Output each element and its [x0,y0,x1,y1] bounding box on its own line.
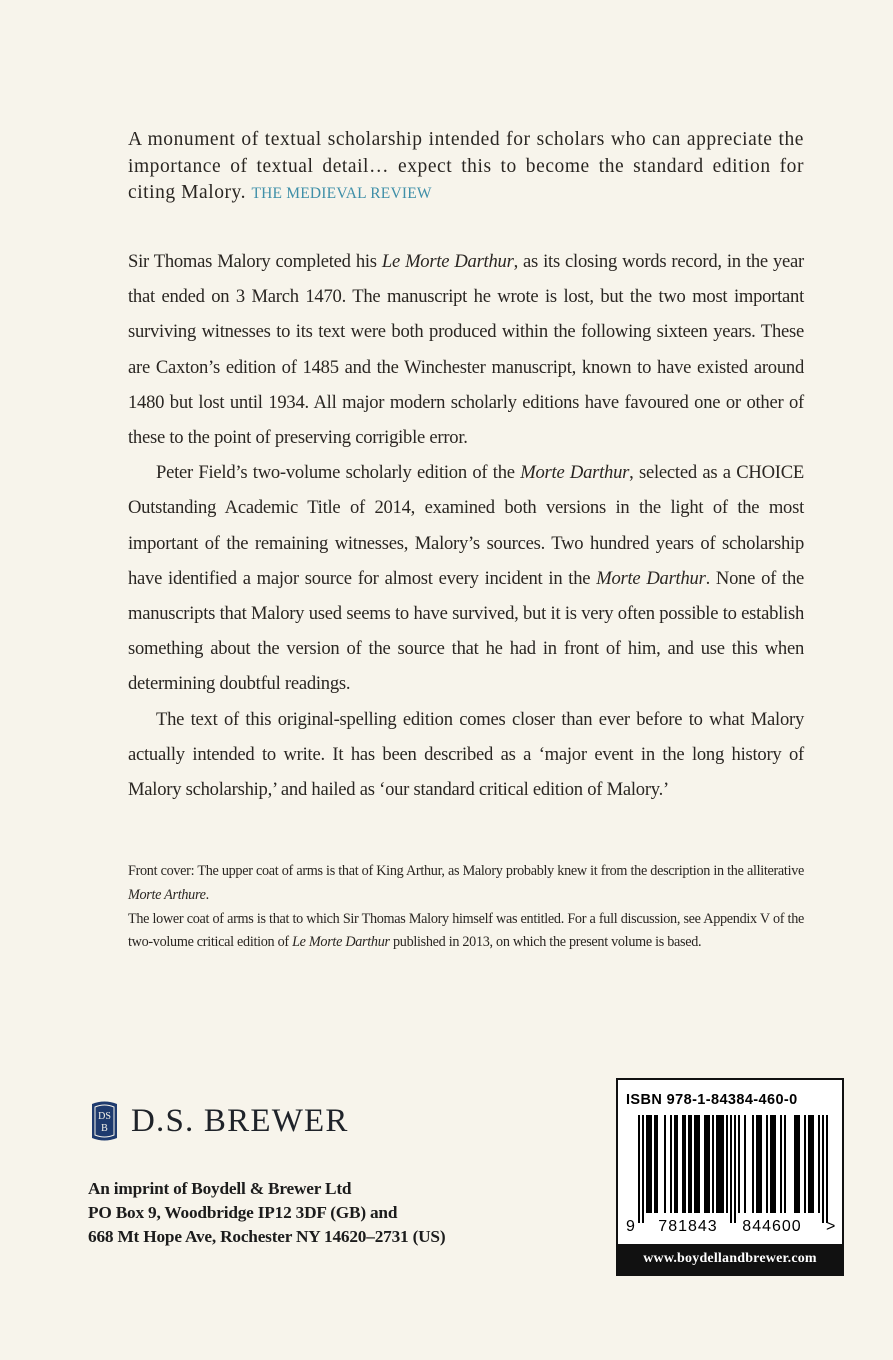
barcode-digit-first: 9 [626,1218,635,1233]
barcode-bar [720,1115,722,1213]
barcode-bar [756,1115,758,1213]
note-text: The lower coat of arms is that to which Sir Thomas Malory himself was entitled. For a full discussion, see Appendix V of the two-volume critical edition of [128,910,804,951]
barcode-bar [770,1115,772,1213]
barcode-bar [738,1115,740,1213]
barcode-bar [752,1115,754,1213]
barcode-bar [708,1115,710,1213]
barcode-bar [822,1115,824,1223]
barcode-bar [694,1115,696,1213]
barcode-digits-right: 844600 [742,1218,802,1233]
barcode-bar [676,1115,678,1213]
barcode-bar [688,1115,690,1213]
barcode-digits-left: 781843 [658,1218,718,1233]
barcode [626,1115,838,1233]
publisher-website[interactable]: www.boydellandbrewer.com [618,1244,842,1274]
barcode-bar [696,1115,698,1213]
barcode-bar [682,1115,684,1213]
barcode-bar [758,1115,760,1213]
barcode-bar [798,1115,800,1213]
barcode-bar [774,1115,776,1213]
barcode-quiet-zone-marker: > [826,1218,836,1233]
description-paragraph-1 [128,244,804,455]
barcode-bar [646,1115,648,1213]
book-description [128,244,804,807]
barcode-bar [654,1115,656,1213]
svg-text:B: B [101,1123,108,1134]
barcode-bar [726,1115,728,1213]
barcode-bar [712,1115,714,1213]
publisher-brand [88,1100,349,1142]
note-text: Front cover: The upper coat of arms is that of King Arthur, as Malory probably knew it from the description in the alliterative [128,863,804,879]
note-text: published in 2013, on which the present volume is based. [389,934,702,951]
isbn-label: ISBN 978-1-84384-460-0 [626,1092,798,1108]
book-title-italic: Morte Darthur [520,462,630,484]
barcode-bar [780,1115,782,1213]
note-italic: Le Morte Darthur [292,934,390,951]
description-text: Peter Field’s two-volume scholarly edition of the [156,462,521,484]
book-title-italic: Morte Darthur [596,567,706,589]
cover-note-2 [128,908,804,956]
description-paragraph-2 [128,455,804,701]
barcode-bar [638,1115,640,1223]
barcode-bar [684,1115,686,1213]
svg-text:DS: DS [98,1111,111,1122]
address-line: 668 Mt Hope Ave, Rochester NY 14620–2731 (US) [88,1226,446,1246]
cover-notes [128,860,804,955]
review-quote [128,127,804,208]
quote-source: THE MEDIEVAL REVIEW [251,185,432,202]
barcode-bar [670,1115,672,1213]
barcode-bar [794,1115,796,1213]
barcode-bar [674,1115,676,1213]
barcode-bar [804,1115,806,1213]
book-title-italic: Le Morte Darthur [381,251,514,272]
description-text: , selected as a CHOICE Outstanding Academic Title of 2014, examined both versions in the light of the most important of the remaining witnesses, Malory’s sources. Two hundred years of scholarship have identified a major source for almost every incident in the [128,462,804,589]
note-text: . [205,886,209,903]
barcode-bar [718,1115,720,1213]
isbn-barcode-box [616,1078,844,1276]
barcode-bar [766,1115,768,1213]
description-text: . None of the manuscripts that Malory used seems to have survived, but it is very often possible to establish something about the version of the source that he had in front of him, and use this when determining doubtful readings. [128,567,805,695]
barcode-bar [706,1115,708,1213]
address-line: PO Box 9, Woodbridge IP12 3DF (GB) and [88,1202,398,1222]
publisher-name: D.S. BREWER [131,1103,349,1139]
description-text: , as its closing words record, in the year that ended on 3 March 1470. The manuscript he wrote is lost, but the two most important surviving witnesses to its text were both produced within the following sixteen years. These are Caxton’s edition of 1485 and the Winchester manuscript, known to have existed around 1480 but lost until 1934. All major modern scholarly editions have favoured one or other of these to the point of preserving corrigible error. [128,251,804,449]
barcode-bar [648,1115,650,1213]
barcode-bar [698,1115,700,1213]
barcode-bar [784,1115,786,1213]
description-text: Sir Thomas Malory completed his [128,251,382,272]
barcode-bar [650,1115,652,1213]
barcode-bar [810,1115,812,1213]
ds-brewer-monogram-icon [88,1100,121,1142]
barcode-bar [664,1115,666,1213]
barcode-bar [704,1115,706,1213]
barcode-bar [690,1115,692,1213]
barcode-bar [808,1115,810,1213]
barcode-bar [656,1115,658,1213]
barcode-bars [638,1115,828,1223]
barcode-bar [826,1115,828,1223]
barcode-bar [818,1115,820,1213]
quote-text: A monument of textual scholarship intended for scholars who can appreciate the importance of textual detail… expect this to become the standard edition for citing Malory. [128,129,804,203]
barcode-bar [760,1115,762,1213]
barcode-bar [744,1115,746,1213]
barcode-bar [812,1115,814,1213]
barcode-bar [722,1115,724,1213]
publisher-address [88,1177,445,1248]
description-paragraph-3: The text of this original-spelling edition comes closer than ever before to what Malory actually intended to write. It has been described as a ‘major event in the long history of Malory scholarship,’ and hailed as ‘our standard critical edition of Malory.’ [128,708,804,801]
barcode-bar [642,1115,644,1223]
barcode-bar [716,1115,718,1213]
cover-note-1 [128,860,804,908]
barcode-bar [772,1115,774,1213]
barcode-bar [796,1115,798,1213]
note-italic: Morte Arthure [128,886,206,903]
barcode-bar [730,1115,732,1223]
barcode-bar [734,1115,736,1223]
address-line: An imprint of Boydell & Brewer Ltd [88,1179,352,1198]
